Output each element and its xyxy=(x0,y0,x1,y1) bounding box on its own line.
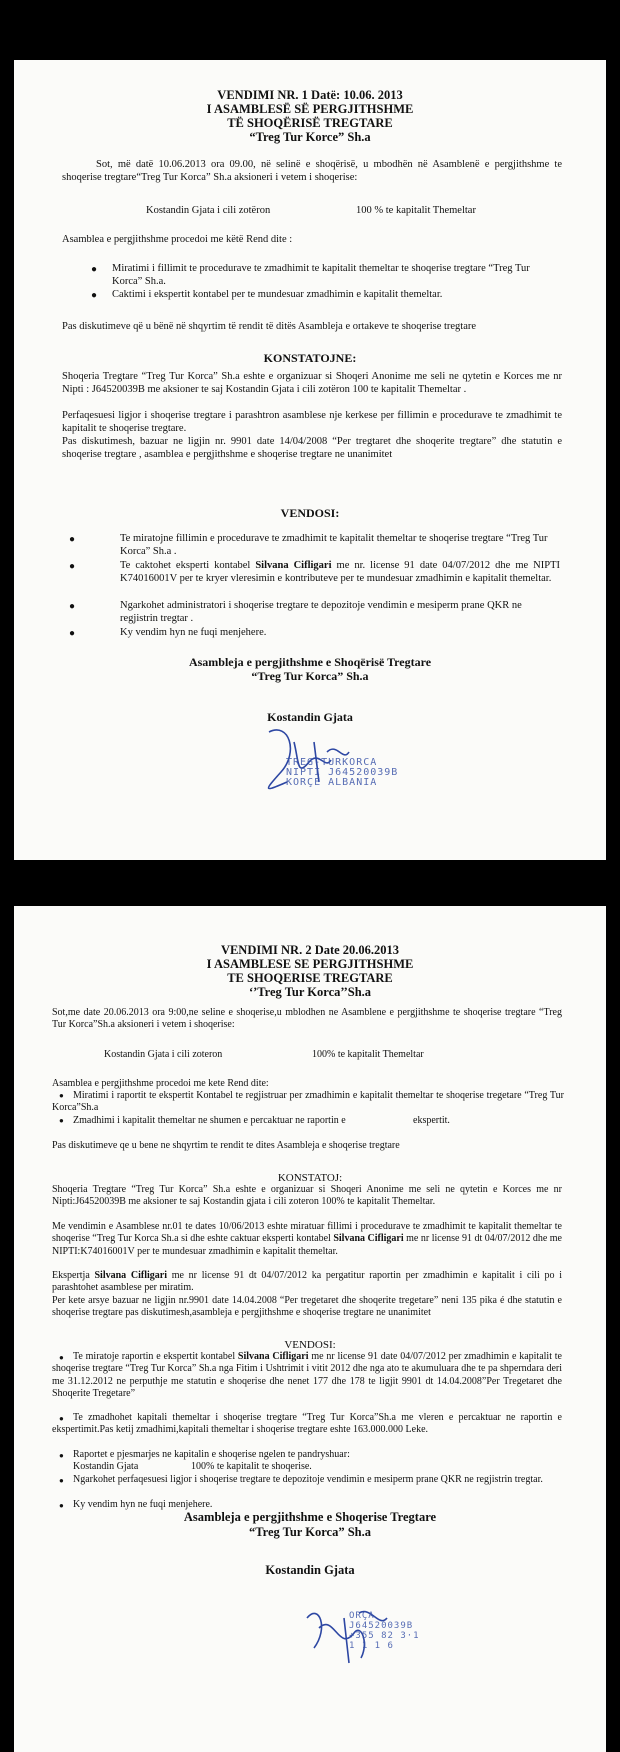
stamp-line: J64520039B xyxy=(349,1621,414,1631)
stamp-line: KORÇE ALBANIA xyxy=(286,777,378,788)
bullet-icon: ● xyxy=(69,534,76,545)
doc2-agenda-item-end: ekspertit. xyxy=(413,1115,450,1126)
doc1-signer-name: Kostandin Gjata xyxy=(267,710,353,724)
doc1-decision-1: Te miratojne fillimin e procedurave te zmadhimit te kapitalit themeltar te shoqerise tregtare “Treg Tur Korca” Sh.a . xyxy=(120,533,548,557)
expert-name: Silvana Cifligari xyxy=(237,1351,309,1362)
doc1-decision-2 xyxy=(120,559,560,585)
stamp-line: 1 1 1 6 xyxy=(349,1641,394,1651)
doc2-vendosi-heading: VENDOSI: xyxy=(284,1339,336,1351)
doc2-konstatim-4: Per kete arsye bazuar ne ligjin nr.9901 date 14.04.2008 “Per tregetaret dhe shoqerite tregetare” neni 135 pika é dhe statutin e shoqerise tregtare pas diskutimesh,asambleja e pergjithshme e shoqerise tregtare ne unanimitet xyxy=(52,1295,562,1319)
doc2-decision-2: Te zmadhohet kapitali themeltar i shoqerise tregtare “Treg Tur Korca”Sh.a me vleren e percaktuar ne raportin e ekspertimit.Pas ketij zmadhimi,kapitali themeltar i shoqerise tregtare eshte 163.000.000 Leke. xyxy=(52,1412,562,1436)
stamp-line: TREG-TURKORCA xyxy=(286,757,378,768)
doc1-title-line2: I ASAMBLESË SË PERGJITHSHME xyxy=(206,102,414,116)
doc1-decision-2-text-a: Te caktohet eksperti kontabel xyxy=(120,560,256,571)
doc1-konstatojne-heading: KONSTATOJNE: xyxy=(263,351,357,365)
doc2-agenda-item: Zmadhimi i kapitalit themeltar ne shumen e percaktuar ne raportin e xyxy=(73,1115,346,1126)
doc2-signer-name: Kostandin Gjata xyxy=(265,1563,355,1577)
doc2-owner-name: Kostandin Gjata i cili zoteron xyxy=(104,1049,223,1060)
doc1-decision-3: Ngarkohet administratori i shoqerise tregtare te depozitoje vendimin e mesiperm prane QKR ne regjistrin tregtar . xyxy=(120,600,522,624)
doc1-vendosi-heading: VENDOSI: xyxy=(280,506,340,520)
doc2-agenda-intro: Asamblea e pergjithshme procedoi me kete Rend dite: xyxy=(52,1078,269,1089)
document-page-1 xyxy=(14,60,606,860)
company-stamp-2 xyxy=(349,1611,420,1651)
doc2-decision-1-text-b: me nr license 91 date 04/07/2012 per zmadhimin e kapitalit te shoqerise tregtare “Treg Tur Korca” Sh.a nga Fitim i Ushtrimit i vitit 2012 dhe nga ato te akumuluara dhe te pa shperndara deri me 31.12.2012 ne perputhje me statutin e shoqerise dhe nenet 177 dhe 178 te ligjit 9901 dt 14.04.2008”Per Tregetaret dhe Shoqerite Tregetare” xyxy=(52,1351,562,1399)
bullet-icon: ● xyxy=(59,1353,64,1362)
doc2-konstatim-2-text-a: Me vendimin e Asamblese nr.01 te dates 10/06/2013 eshte miratuar fillimi i procedurave te zmadhimit te kapitalit themeltar te shoqerise “Treg Tur Korca Sh.a si dhe eshte caktuar eksperti kontabel xyxy=(52,1221,562,1245)
doc2-agenda-item: Miratimi i raportit te ekspertit Kontabel te regjistruar per zmadhimin e kapitalit themeltar te shoqerise tregetare “Treg Tur Korca”Sh.a xyxy=(52,1090,564,1114)
bullet-icon: ● xyxy=(69,561,76,572)
doc2-decision-3-owner: Kostandin Gjata xyxy=(73,1461,139,1472)
doc2-konstatim-3-text-b: me nr license 91 dt 04/07/2012 ka pergatitur raportin per zmadhimin e kapitalit i cili po i parashtohet asamblese per miratim. xyxy=(52,1270,563,1294)
doc1-konstatim-1: Shoqeria Tregtare “Treg Tur Korca” Sh.a eshte e organizuar si Shoqeri Anonime me seli ne qytetin e Korces me nr Nipti : J64520039B me aksioner te saj Kostandin Gjata i cili zotëron 100 te kapitalit Themeltar . xyxy=(62,371,562,395)
expert-name: Silvana Cifligari xyxy=(333,1233,404,1245)
doc1-signature-company: “Treg Tur Korca” Sh.a xyxy=(251,669,369,683)
doc1-intro: Sot, më datë 10.06.2013 ora 09.00, në selinë e shoqërisë, u mbodhën në Asamblenë e pergjithshme te shoqerise tregtare“Treg Tur Korca” Sh.a aksioneri i vetem i shoqerise: xyxy=(62,159,562,183)
bullet-icon: ● xyxy=(91,264,98,275)
doc2-decision-3: Raportet e pjesmarjes ne kapitalin e shoqerise ngelen te pandryshuar: xyxy=(73,1449,350,1460)
doc2-after-discussion: Pas diskutimeve qe u bene ne shqyrtim te rendit te dites Asambleja e shoqerise tregtare xyxy=(52,1140,400,1151)
doc2-title-line2: I ASAMBLESE SE PERGJITHSHME xyxy=(206,957,414,971)
doc2-konstatim-1: Shoqeria Tregtare “Treg Tur Korca” Sh.a eshte e organizuar si Shoqeri Anonime me seli ne qytetin e Korces me nr Nipti:J64520039B me aksioner te saj Kostandin gjata i cili zoteron 100% te kapitalit Themeltar. xyxy=(52,1184,562,1208)
doc1-konstatim-2: Perfaqesuesi ligjor i shoqerise tregtare i parashtron asamblese nje kerkese per fillimin e procedurave te zmadhimit te kapitalit te shoqerise tregtare. xyxy=(62,410,562,434)
doc1-title-line3: TË SHOQËRISË TREGTARE xyxy=(227,116,393,130)
company-stamp-1 xyxy=(286,758,398,788)
doc2-konstatim-2-text-b: me nr license 91 dt 04/07/2012 dhe me NIPTI:K74016001V per te mundesuar zmadhimin e kapitalit themeltar. xyxy=(52,1233,562,1257)
bullet-icon: ● xyxy=(59,1414,64,1423)
doc2-decision-4: Ngarkohet perfaqesuesi ligjor i shoqerise tregtare te depozitoje vendimin e mesiperm prane QKR ne regjistrin tregtar. xyxy=(73,1474,543,1485)
bullet-icon: ● xyxy=(59,1476,64,1485)
doc2-owner-share: 100% te kapitalit Themeltar xyxy=(312,1049,424,1060)
doc1-decision-4: Ky vendim hyn ne fuqi menjehere. xyxy=(120,627,267,638)
doc1-owner-share: 100 % te kapitalit Themeltar xyxy=(356,205,476,216)
doc1-owner-name: Kostandin Gjata i cili zotëron xyxy=(146,205,271,216)
stamp-line: +355 82 3·1 xyxy=(349,1631,420,1641)
doc1-title-line1: VENDIMI NR. 1 Datë: 10.06. 2013 xyxy=(217,88,403,102)
bullet-icon: ● xyxy=(59,1451,64,1460)
bullet-icon: ● xyxy=(69,628,76,639)
doc2-title-line3: TE SHOQERISE TREGTARE xyxy=(227,971,393,985)
expert-name: Silvana Cifligari xyxy=(94,1270,168,1281)
doc1-agenda-item: Miratimi i fillimit te procedurave te zmadhimit te kapitalit themeltar te shoqerise tregtare “Treg Tur Korca” Sh.a. xyxy=(112,263,530,287)
doc2-konstatim-3-text-a: Ekspertja xyxy=(52,1270,95,1281)
stamp-line: NIPTI J64520039B xyxy=(286,767,399,778)
doc2-decision-5: Ky vendim hyn ne fuqi menjehere. xyxy=(73,1499,213,1510)
doc1-konstatim-3: Pas diskutimesh, bazuar ne ligjin nr. 9901 date 14/04/2008 “Per tregtaret dhe shoqerite tregtare” dhe statutin e shoqerise tregtare , asamblea e pergjithshme e shoqerise tregtare ne unanimitet xyxy=(62,436,562,460)
doc2-signature-body: Asambleja e pergjithshme e Shoqerise Tregtare xyxy=(183,1510,437,1524)
document-page-2 xyxy=(14,906,606,1752)
doc1-agenda-item: Caktimi i ekspertit kontabel per te mundesuar zmadhimin e kapitalit themeltar. xyxy=(112,289,443,300)
doc2-decision-1-text-a: Te miratoje raportin e ekspertit kontabel xyxy=(73,1351,238,1362)
doc1-agenda-intro: Asamblea e pergjithshme procedoi me këtë Rend dite : xyxy=(62,234,293,245)
doc1-after-discussion: Pas diskutimeve që u bënë në shqyrtim të rendit të ditës Asambleja e ortakeve te shoqerise tregtare xyxy=(62,321,477,332)
bullet-icon: ● xyxy=(59,1091,64,1100)
bullet-icon: ● xyxy=(91,290,98,301)
bullet-icon: ● xyxy=(69,601,76,612)
doc2-intro: Sot,me date 20.06.2013 ora 9:00,ne seline e shoqerise,u mblodhen ne Asamblene e pergjithshme te shoqerise tregtare “Treg Tur Korca”Sh.a aksioneri i vetem i shoqerise: xyxy=(52,1007,562,1031)
doc2-decision-3-share: 100% te kapitalit te shoqerise. xyxy=(191,1461,312,1472)
doc1-decision-2-text-b: me nr. license 91 date 04/07/2012 dhe me NIPTI K74016001V per te kryer vleresimin e kontributeve per te mundesuar zmadhimin e kapitalit themeltar. xyxy=(120,560,560,584)
bullet-icon: ● xyxy=(59,1116,64,1125)
expert-name: Silvana Cifligari xyxy=(255,560,332,571)
doc2-konstatim-2 xyxy=(52,1221,562,1258)
doc2-title-line1: VENDIMI NR. 2 Date 20.06.2013 xyxy=(220,943,400,957)
doc2-signature-company: “Treg Tur Korca” Sh.a xyxy=(248,1525,371,1539)
doc1-title-line4: “Treg Tur Korce” Sh.a xyxy=(249,130,371,144)
doc2-konstatim-3 xyxy=(52,1270,562,1295)
doc2-decision-1 xyxy=(52,1351,562,1400)
doc2-konstatoj-heading: KONSTATOJ: xyxy=(277,1172,343,1184)
bullet-icon: ● xyxy=(59,1501,64,1510)
doc1-signature-body: Asambleja e pergjithshme e Shoqërisë Tregtare xyxy=(188,655,432,669)
stamp-line: ORÇA xyxy=(349,1611,375,1621)
doc2-title-line4: ‘’Treg Tur Korca’’Sh.a xyxy=(248,985,372,999)
